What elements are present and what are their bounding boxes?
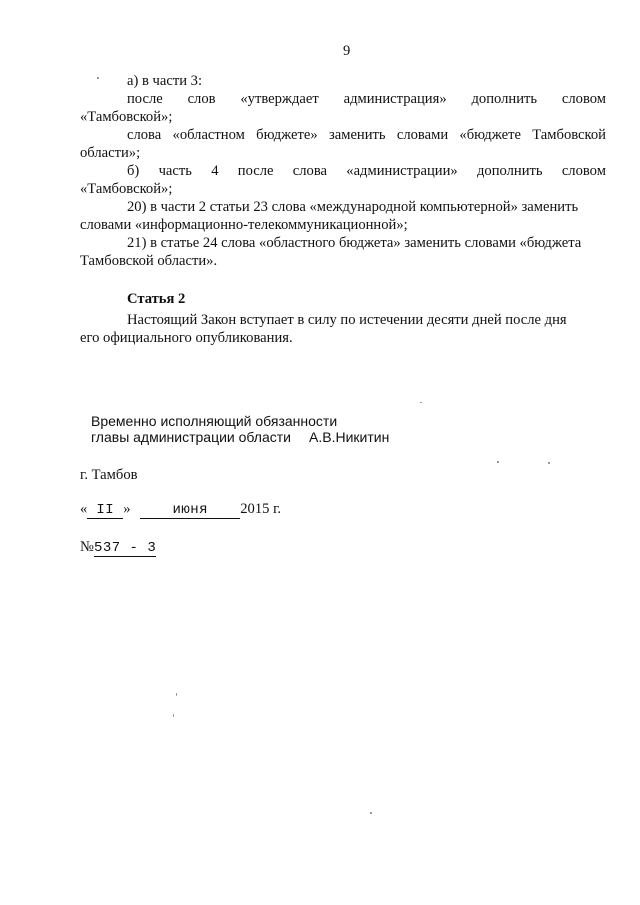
scan-speck	[548, 462, 550, 464]
item-20-line2: словами «информационно-телекоммуникационной»;	[80, 217, 408, 233]
item-a-heading: а) в части 3:	[127, 73, 203, 89]
word: часть	[158, 163, 192, 179]
item-a-line2	[80, 126, 606, 144]
scan-speck	[176, 693, 177, 696]
word: словом	[561, 163, 606, 179]
scan-speck	[497, 461, 499, 463]
date-close-quote: »	[123, 501, 131, 517]
item-b-line1	[80, 162, 606, 180]
date-line	[80, 500, 281, 519]
item-20-line1: 20) в части 2 статьи 23 слова «международной компьютерной» заменить	[127, 199, 579, 215]
word: администрация»	[343, 91, 447, 107]
scan-speck	[173, 714, 174, 717]
date-day: II	[87, 503, 123, 519]
item-b-line1-end: «Тамбовской»;	[80, 181, 173, 197]
item-21-line2: Тамбовской области».	[80, 253, 218, 269]
article-2-line1: Настоящий Закон вступает в силу по истечении десяти дней после дня	[127, 312, 567, 328]
word: после	[237, 163, 274, 179]
signatory-name: А.В.Никитин	[309, 429, 390, 445]
scan-speck	[97, 77, 99, 79]
word: б)	[127, 163, 140, 179]
item-a-line2-end: области»;	[80, 145, 141, 161]
article-2-line2: его официального опубликования.	[80, 330, 293, 346]
date-year: 2015 г.	[240, 501, 282, 517]
place-of-signing: г. Тамбов	[80, 467, 138, 483]
number-sign: №	[80, 539, 94, 555]
word: бюджете»	[256, 127, 318, 143]
word: «областном	[172, 127, 245, 143]
scan-speck	[370, 812, 372, 814]
word: Тамбовской	[532, 127, 606, 143]
word: «администрации»	[346, 163, 458, 179]
article-2-heading: Статья 2	[127, 291, 186, 307]
signature-title-line1: Временно исполняющий обязанности	[91, 413, 338, 429]
word: заменить	[328, 127, 386, 143]
page-number: 9	[343, 43, 351, 59]
word: словом	[561, 91, 606, 107]
word: «утверждает	[240, 91, 319, 107]
document-number-line	[80, 538, 156, 557]
document-number: 537 - 3	[93, 540, 157, 556]
word: 4	[211, 163, 219, 179]
word: словами	[396, 127, 449, 143]
item-a-line1-end: «Тамбовской»;	[80, 109, 173, 125]
date-open-quote: «	[80, 501, 88, 517]
word: после	[127, 91, 163, 107]
word: слов	[187, 91, 216, 107]
item-21-line1: 21) в статье 24 слова «областного бюджета» заменить словами «бюджета	[127, 235, 582, 251]
scan-speck	[420, 402, 422, 403]
word: дополнить	[471, 91, 538, 107]
word: слова	[127, 127, 162, 143]
word: «бюджете	[459, 127, 521, 143]
item-a-line1	[80, 90, 606, 108]
word: слова	[292, 163, 327, 179]
signature-title-line2: главы администрации области	[91, 429, 291, 445]
word: дополнить	[476, 163, 543, 179]
date-month: июня	[140, 503, 240, 519]
